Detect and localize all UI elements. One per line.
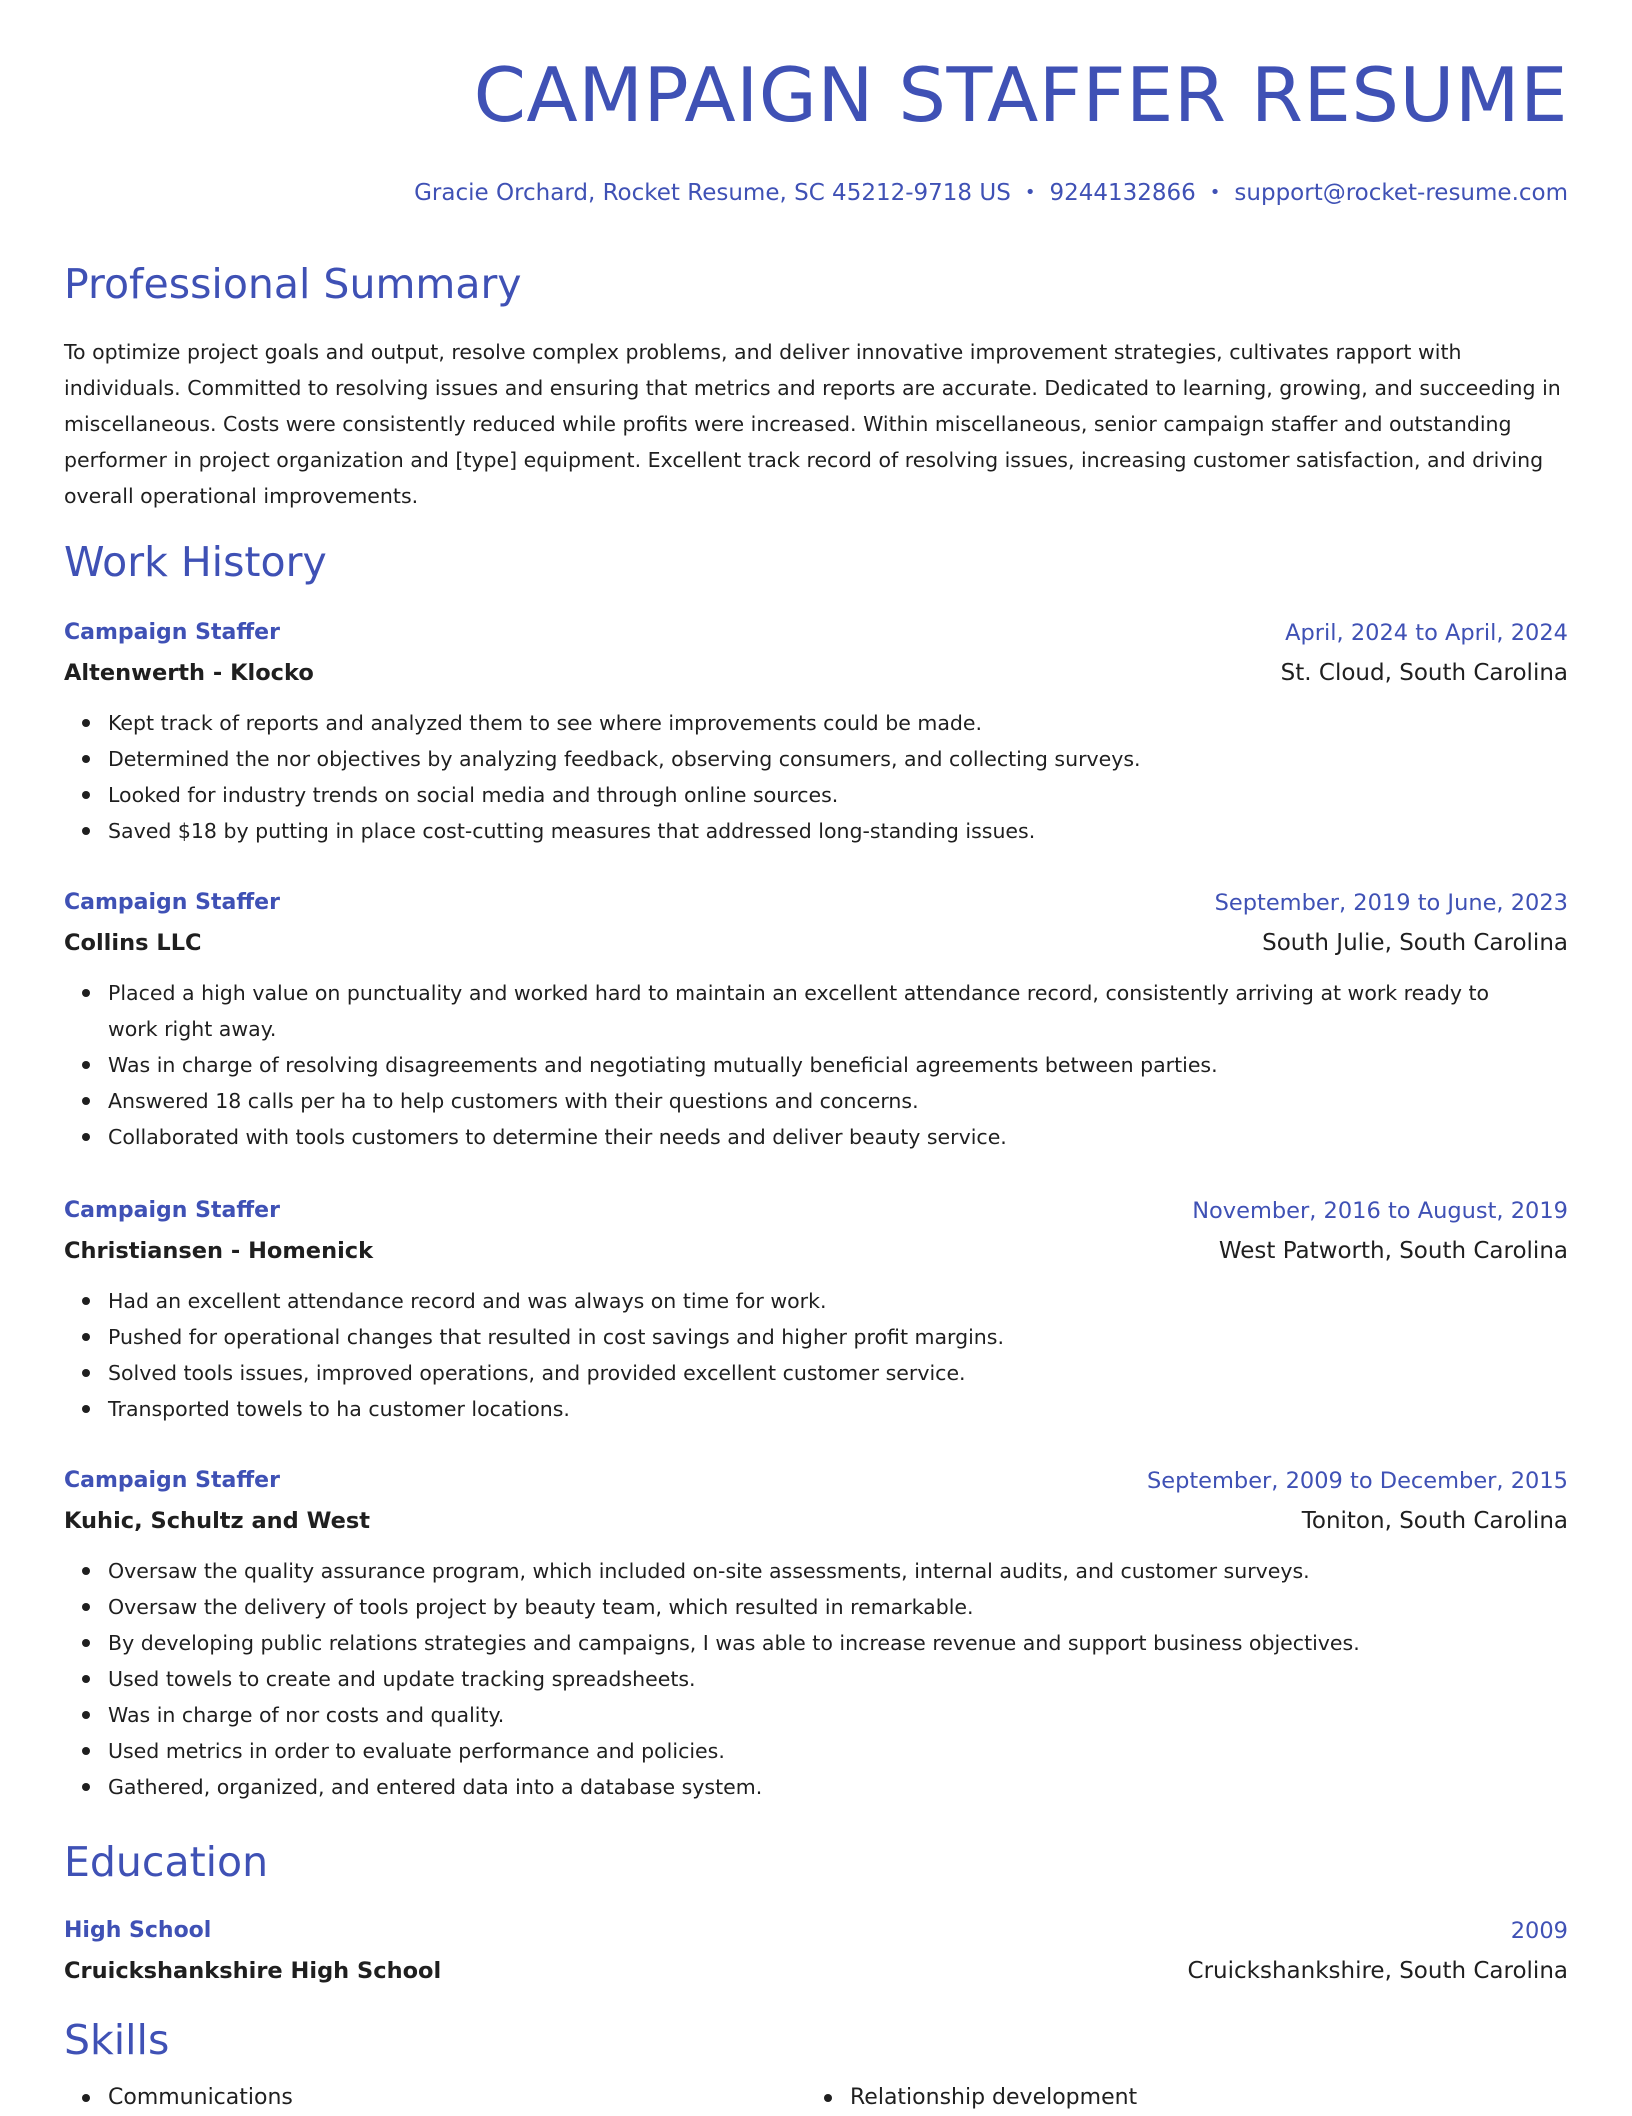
contact-separator: • (1024, 182, 1036, 203)
job-company: Christiansen - Homenick (64, 1238, 374, 1264)
job-bullet: Was in charge of resolving disagreements and negotiating mutually beneficial agreements between parties. (108, 1047, 1568, 1083)
education-location: Cruickshankshire, South Carolina (1187, 1958, 1568, 1984)
job-bullet: Placed a high value on punctuality and worked hard to maintain an excellent attendance record, consistently arriving at work ready to work right away. (108, 975, 1568, 1047)
job-company: Collins LLC (64, 930, 202, 956)
job-entry (64, 883, 1568, 1155)
job-bullet: Solved tools issues, improved operations, and provided excellent customer service. (108, 1355, 1568, 1391)
job-dates: September, 2019 to June, 2023 (1214, 890, 1568, 916)
summary-text: To optimize project goals and output, resolve complex problems, and deliver innovative improvement strategies, cultivates rapport with individuals. Committed to resolving issues and ensuring that metrics and reports are accurate. Dedicated to learning, growing, and succeeding in miscellaneous. Costs were consistently reduced while profits were increased. Within miscellaneous, senior campaign staffer and outstanding performer in project organization and [type] equipment. Excellent track record of resolving issues, increasing customer satisfaction, and driving overall operational improvements. (64, 340, 1561, 508)
summary-heading: Professional Summary (64, 260, 522, 308)
job-dates: September, 2009 to December, 2015 (1146, 1468, 1568, 1494)
job-bullet: Saved $18 by putting in place cost-cutting measures that addressed long-standing issues. (108, 813, 1568, 849)
job-title: Campaign Staffer (64, 890, 280, 915)
job-bullet: Was in charge of nor costs and quality. (108, 1697, 1568, 1733)
job-location: St. Cloud, South Carolina (1280, 660, 1568, 686)
contact-phone: 9244132866 (1049, 180, 1196, 206)
job-bullet: Answered 18 calls per ha to help customers with their questions and concerns. (108, 1083, 1568, 1119)
resume-title: CAMPAIGN STAFFER RESUME (473, 51, 1568, 139)
job-bullet: Gathered, organized, and entered data into a database system. (108, 1769, 1568, 1805)
education-school: Cruickshankshire High School (64, 1958, 442, 1984)
job-bullets (64, 1553, 1568, 1805)
job-bullet: Had an excellent attendance record and was always on time for work. (108, 1283, 1568, 1319)
job-location: Toniton, South Carolina (1301, 1508, 1568, 1534)
job-location: South Julie, South Carolina (1262, 930, 1568, 956)
job-bullet: Used metrics in order to evaluate performance and policies. (108, 1733, 1568, 1769)
job-bullet: Pushed for operational changes that resulted in cost savings and higher profit margins. (108, 1319, 1568, 1355)
job-bullet: Transported towels to ha customer locations. (108, 1391, 1568, 1427)
skill-item: Communications (108, 2080, 293, 2116)
job-title: Campaign Staffer (64, 1198, 280, 1223)
education-entry (64, 1911, 1568, 1991)
contact-address: Gracie Orchard, Rocket Resume, SC 45212-9718 US (414, 180, 1011, 206)
job-location: West Patworth, South Carolina (1218, 1238, 1568, 1264)
job-entry (64, 613, 1568, 849)
contact-line (414, 180, 1568, 206)
education-degree: High School (64, 1918, 212, 1943)
job-dates: November, 2016 to August, 2019 (1192, 1198, 1568, 1224)
job-company: Kuhic, Schultz and West (64, 1508, 371, 1534)
job-title: Campaign Staffer (64, 1468, 280, 1493)
skills-heading: Skills (64, 2016, 170, 2064)
job-entry (64, 1191, 1568, 1427)
skill-item: Relationship development (850, 2080, 1137, 2116)
job-bullet: Oversaw the quality assurance program, which included on-site assessments, internal audits, and customer surveys. (108, 1553, 1568, 1589)
job-bullets (64, 705, 1568, 849)
job-dates: April, 2024 to April, 2024 (1285, 620, 1568, 646)
skills-column-right (806, 2080, 1137, 2116)
job-bullets (64, 975, 1568, 1155)
contact-separator: • (1209, 182, 1221, 203)
job-title: Campaign Staffer (64, 620, 280, 645)
job-bullet: By developing public relations strategies and campaigns, I was able to increase revenue and support business objectives. (108, 1625, 1568, 1661)
job-bullet: Looked for industry trends on social media and through online sources. (108, 777, 1568, 813)
job-bullets (64, 1283, 1568, 1427)
education-heading: Education (64, 1838, 269, 1886)
skills-column-left (64, 2080, 293, 2116)
job-company: Altenwerth - Klocko (64, 660, 314, 686)
contact-email: support@rocket-resume.com (1234, 180, 1568, 206)
job-bullet: Oversaw the delivery of tools project by beauty team, which resulted in remarkable. (108, 1589, 1568, 1625)
work-history-heading: Work History (64, 538, 327, 586)
education-year: 2009 (1510, 1918, 1568, 1944)
job-bullet: Kept track of reports and analyzed them to see where improvements could be made. (108, 705, 1568, 741)
job-entry (64, 1461, 1568, 1805)
job-bullet: Determined the nor objectives by analyzing feedback, observing consumers, and collecting surveys. (108, 741, 1568, 777)
job-bullet: Used towels to create and update tracking spreadsheets. (108, 1661, 1568, 1697)
job-bullet: Collaborated with tools customers to determine their needs and deliver beauty service. (108, 1119, 1568, 1155)
